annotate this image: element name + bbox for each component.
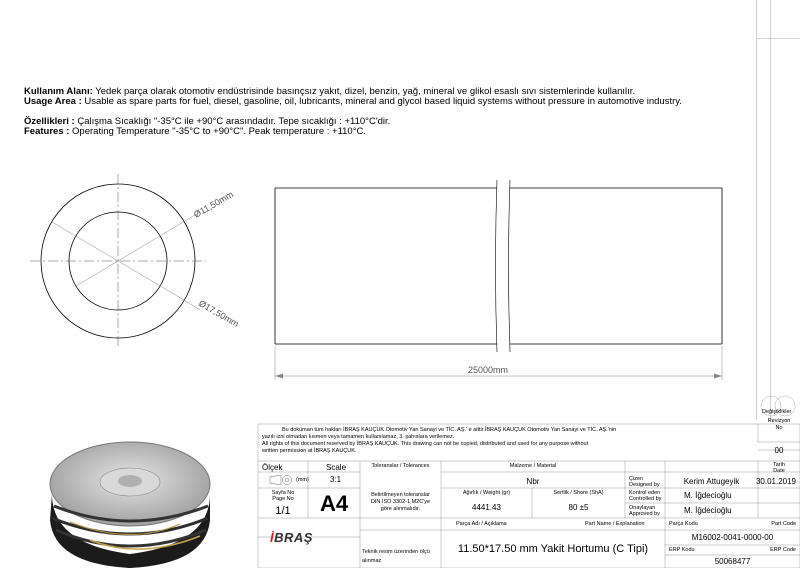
projection-symbol <box>270 475 292 485</box>
page-number: 1/1 <box>275 505 291 517</box>
erp-code: 50068477 <box>714 557 751 566</box>
drawn-date: 30.01.2019 <box>755 477 797 486</box>
controlled-by: M. İğdecioğlu <box>684 491 732 500</box>
material-value: Nbr <box>526 477 540 486</box>
technical-note-line-2: alınmaz <box>362 558 382 564</box>
revision-tr-label: Revizyon <box>767 418 791 424</box>
date-tr-label: Tarih <box>773 462 785 468</box>
side-view <box>275 180 722 380</box>
usage-en-label: Usage Area : <box>24 96 82 107</box>
page-tr-label: Sayfa No <box>271 490 295 496</box>
page-en-label: Page No <box>272 496 294 502</box>
logo-text: BRAŞ <box>274 530 313 545</box>
weight-header: Ağırlık / Weight (gr) <box>462 490 511 496</box>
drawn-en-label: Designed by <box>629 482 660 488</box>
part-name-en-label: Part Name / Explanation <box>585 521 645 527</box>
erp-tr-label: ERP Kodu <box>669 547 695 553</box>
inner-diameter-leader <box>76 221 185 286</box>
controlled-en-label: Controlled by <box>629 496 662 502</box>
features-en-label: Features : <box>24 126 70 137</box>
part-code: M16002-0041-0000-00 <box>691 533 774 542</box>
tolerances-line-1: Belirtilmeyen toleranslar <box>371 492 430 498</box>
logo-mark: İ <box>270 530 275 545</box>
ibras-logo <box>270 530 313 545</box>
scale-tr-label: Ölçek <box>262 463 283 472</box>
copyright-line-3: All rights of this document reserved by İBRAŞ KAUÇUK. This drawing can not be copied, distributed and used for any purpose without <box>262 441 589 447</box>
tolerances-line-3: göre alınmalıdır. <box>380 506 421 512</box>
revisions-header: Değişiklikler <box>762 409 792 415</box>
break-line-left <box>496 180 498 352</box>
tolerances-line-2: DIN ISO 3302-1 M2C'ye <box>370 499 431 505</box>
date-en-label: Date <box>773 468 785 474</box>
inner-diameter-label: Ø11,50mm <box>192 189 235 220</box>
technical-note-line-1: Teknik resim üzerinden ölçü <box>362 549 430 555</box>
paper-size: A4 <box>319 491 349 516</box>
weight-value: 4441.43 <box>472 503 501 512</box>
part-code-tr-label: Parça Kodu <box>669 521 698 527</box>
tolerances-header: Toleranslar / Tolerances <box>371 463 430 469</box>
features-tr-label: Özellikleri : <box>24 116 75 127</box>
drawn-tr-label: Çizen <box>629 476 644 482</box>
scale-value: 3:1 <box>330 475 342 484</box>
material-header: Malzeme / Material <box>509 463 557 469</box>
part-name-tr-label: Parça Adı / Açıklama <box>456 521 507 527</box>
drawn-by: Kerim Attugeyik <box>683 477 740 486</box>
usage-tr-text: Yedek parça olarak otomotiv endüstrisinde basınçsız yakıt, dizel, benzin, yağ, mineral ve glikol esaslı sıvı sistemlerinde kullanılır. <box>92 86 636 97</box>
hardness-value: 80 ±5 <box>568 503 589 512</box>
outer-diameter-label: Ø17,50mm <box>197 298 241 329</box>
approved-tr-label: Onaylayan <box>629 505 656 511</box>
features-tr-text: Çalışma Sıcaklığı "-35°C ile +90°C arasındadır. Tepe sıcaklığı : +110°C'dir. <box>74 116 391 127</box>
revision-no: 00 <box>774 446 784 455</box>
erp-en-label: ERP Code <box>770 547 796 553</box>
controlled-tr-label: Kontrol eden <box>629 490 661 496</box>
features-en-text: Operating Temperature "-35°C to +90°C". Peak temperature : +110°C. <box>69 126 367 137</box>
hose-reel-photo <box>30 424 240 568</box>
part-code-en-label: Part Code <box>771 521 796 527</box>
copyright-line-4: written permission at İBRAŞ KAUÇUK. <box>262 448 357 454</box>
hardness-header: Sertlik / Shore (ShA) <box>553 490 604 496</box>
usage-tr-label: Kullanım Alanı: <box>24 86 93 97</box>
length-label: 25000mm <box>467 365 509 375</box>
approved-en-label: Approved by <box>629 511 660 517</box>
scale-en-label: Scale <box>326 463 347 472</box>
revision-en-label: No <box>775 425 783 431</box>
copyright-line-2: yazılı izni olmadan kısmen veya tamamen kullanılamaz, 3. şahıslara verilemez. <box>262 434 455 440</box>
break-line-right <box>509 180 511 352</box>
unit-label: (mm) <box>296 477 309 483</box>
usage-en-text: Usable as spare parts for fuel, diesel, gasoline, oil, lubricants, mineral and glycol based liquid systems without pressure in automotive industry. <box>81 96 682 107</box>
approved-by: M. İğdecioğlu <box>684 506 732 515</box>
cross-section-view <box>30 174 241 348</box>
copyright-line-1: Bu doküman tüm hakları İBRAŞ KAUÇUK Otomotiv Yan Sanayi ve TİC. AŞ.' e aittir.İBRAŞ KAUÇUK Otomotiv Yan Sanayi ve TİC. AŞ.'nin <box>282 427 617 433</box>
part-name: 11.50*17.50 mm Yakit Hortumu (C Tipi) <box>457 543 649 555</box>
